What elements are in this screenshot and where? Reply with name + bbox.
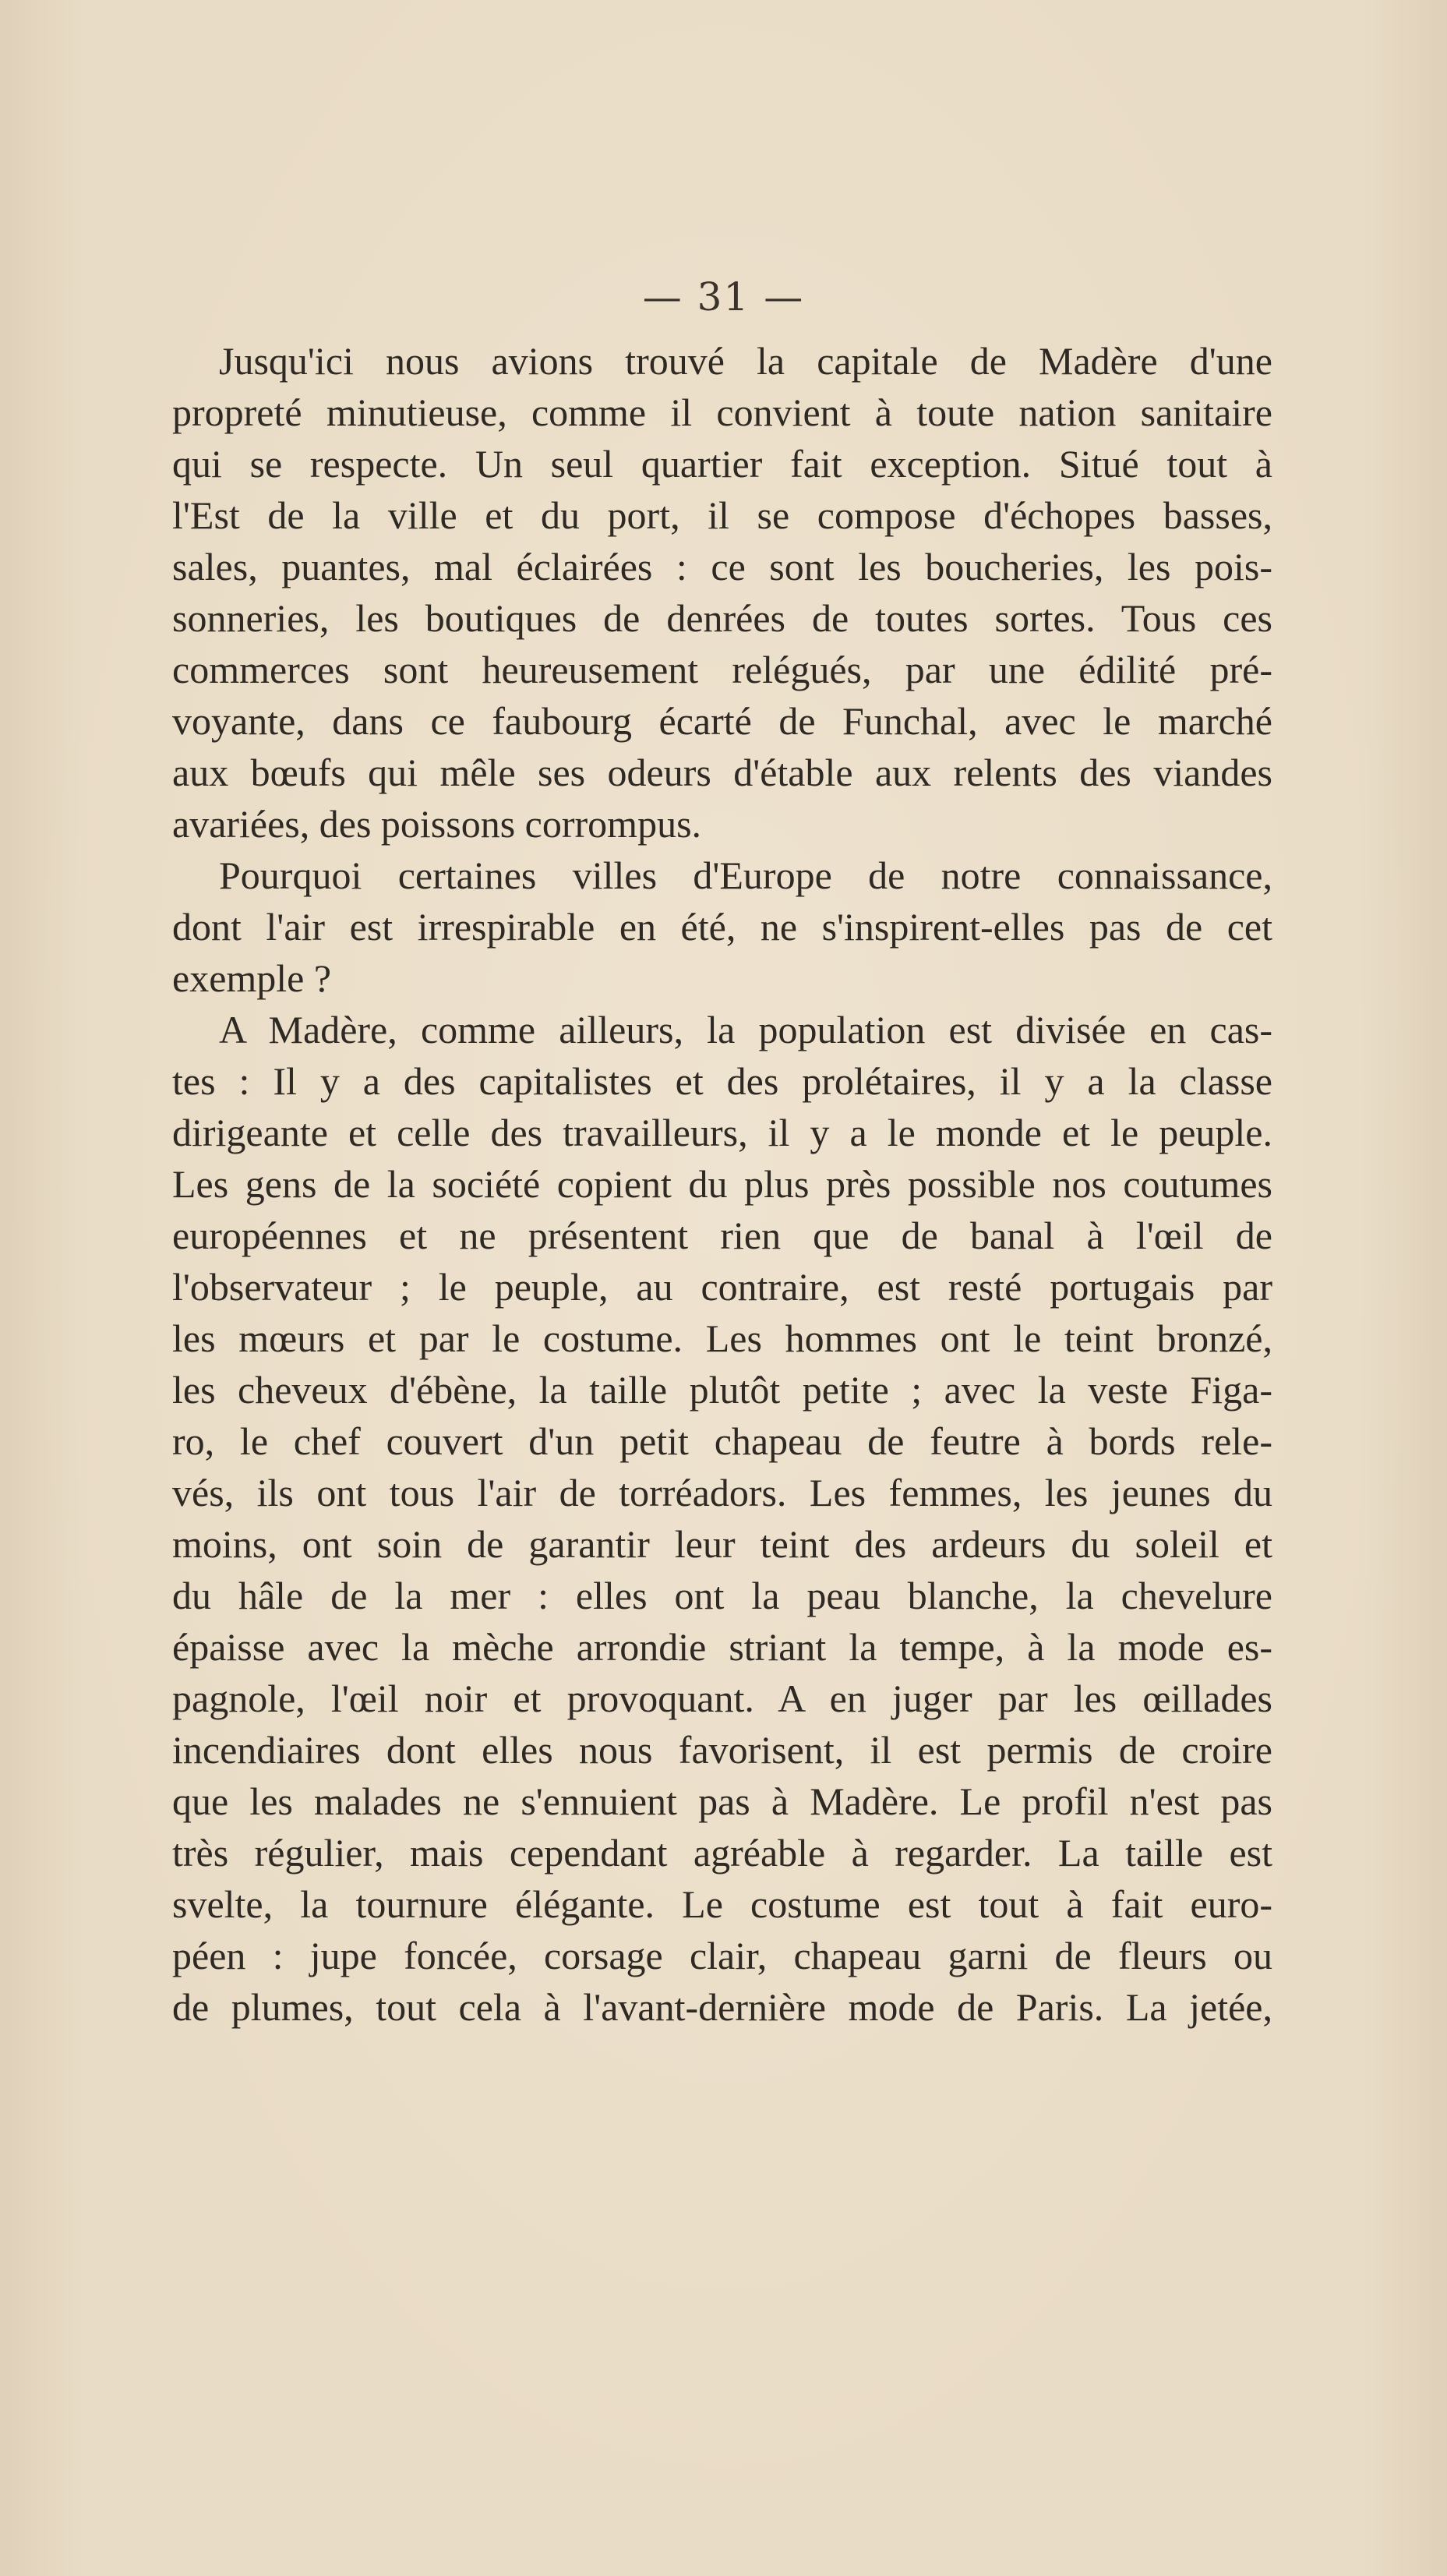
body-text bbox=[172, 335, 1272, 2033]
paragraph-2 bbox=[172, 850, 1272, 1004]
text-line: que les malades ne s'ennuient pas à Madère. Le profil n'est pas bbox=[172, 1779, 1272, 1823]
text-line: svelte, la tournure élégante. Le costume est tout à fait euro- bbox=[172, 1882, 1272, 1926]
text-line: dirigeante et celle des travailleurs, il y a le monde et le peuple. bbox=[172, 1111, 1272, 1154]
text-line: avariées, des poissons corrompus. bbox=[172, 802, 702, 846]
text-line: moins, ont soin de garantir leur teint des ardeurs du soleil et bbox=[172, 1522, 1272, 1566]
text-line: péen : jupe foncée, corsage clair, chapeau garni de fleurs ou bbox=[172, 1934, 1272, 1977]
text-line: tes : Il y a des capitalistes et des prolétaires, il y a la classe bbox=[172, 1059, 1272, 1103]
text-line: exemple ? bbox=[172, 956, 332, 1000]
text-line: les mœurs et par le costume. Les hommes ont le teint bronzé, bbox=[172, 1316, 1272, 1360]
text-line: du hâle de la mer : elles ont la peau blanche, la chevelure bbox=[172, 1574, 1272, 1617]
text-line: l'Est de la ville et du port, il se compose d'échopes basses, bbox=[172, 493, 1272, 537]
text-line: vés, ils ont tous l'air de torréadors. Les femmes, les jeunes du bbox=[172, 1471, 1272, 1514]
page-number: — 31 — bbox=[642, 274, 805, 320]
text-line: qui se respecte. Un seul quartier fait exception. Situé tout à bbox=[172, 442, 1272, 486]
text-line: sales, puantes, mal éclairées : ce sont les boucheries, les pois- bbox=[172, 545, 1272, 588]
text-line: voyante, dans ce faubourg écarté de Funchal, avec le marché bbox=[172, 699, 1272, 743]
text-line: incendiaires dont elles nous favorisent, il est permis de croire bbox=[172, 1728, 1272, 1772]
text-line: A Madère, comme ailleurs, la population est divisée en cas- bbox=[219, 1008, 1272, 1051]
text-line: l'observateur ; le peuple, au contraire, est resté portugais par bbox=[172, 1265, 1272, 1309]
text-line: Jusqu'ici nous avions trouvé la capitale de Madère d'une bbox=[219, 339, 1272, 383]
text-line: ro, le chef couvert d'un petit chapeau de feutre à bords rele- bbox=[172, 1419, 1272, 1463]
text-line: commerces sont heureusement relégués, par une édilité pré- bbox=[172, 648, 1272, 691]
paragraph-3 bbox=[172, 1004, 1272, 2033]
text-line: pagnole, l'œil noir et provoquant. A en juger par les œillades bbox=[172, 1677, 1272, 1720]
text-line: de plumes, tout cela à l'avant-dernière mode de Paris. La jetée, bbox=[172, 1985, 1272, 2029]
text-line: épaisse avec la mèche arrondie striant la tempe, à la mode es- bbox=[172, 1625, 1272, 1669]
text-line: très régulier, mais cependant agréable à regarder. La taille est bbox=[172, 1831, 1272, 1875]
text-line: aux bœufs qui mêle ses odeurs d'étable aux relents des viandes bbox=[172, 751, 1272, 794]
text-line: les cheveux d'ébène, la taille plutôt petite ; avec la veste Figa- bbox=[172, 1368, 1272, 1412]
text-line: dont l'air est irrespirable en été, ne s'inspirent-elles pas de cet bbox=[172, 905, 1272, 949]
paragraph-1 bbox=[172, 335, 1272, 850]
text-line: propreté minutieuse, comme il convient à toute nation sanitaire bbox=[172, 390, 1272, 434]
text-line: Les gens de la société copient du plus près possible nos coutumes bbox=[172, 1162, 1272, 1206]
text-line: Pourquoi certaines villes d'Europe de notre connaissance, bbox=[219, 853, 1272, 897]
text-line: sonneries, les boutiques de denrées de toutes sortes. Tous ces bbox=[172, 596, 1272, 640]
text-line: européennes et ne présentent rien que de banal à l'œil de bbox=[172, 1214, 1272, 1257]
